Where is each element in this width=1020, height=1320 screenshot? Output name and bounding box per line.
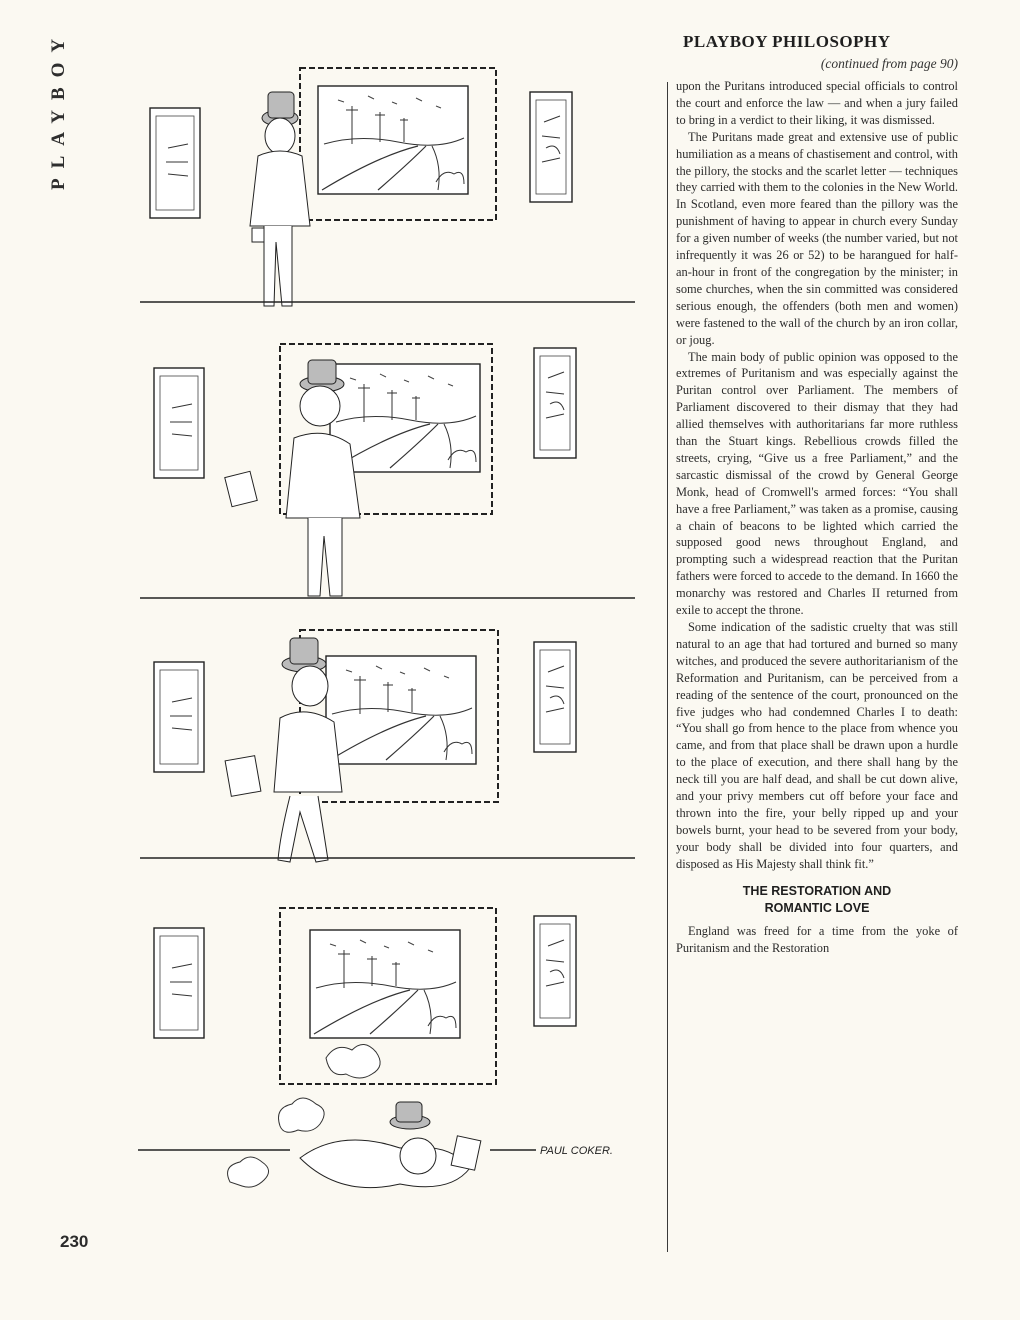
paragraph: The main body of public opinion was opposed to the extremes of Puritanism and was especially against the Puritan control over Parliament. The members of Parliament discovered to their dismay that they had allied themselves with authoritarians far more ruthless than the Stuart kings. Rebellious crowds filled the streets, crying, “Give us a free Parliament,” and the sarcastic dismissal of the crowd by General George Monk, head of Cromwell's armed forces: “You shall have a free Parliament,” was taken as a promise, causing a chain of beacons to be lighted which carried the supposed good news throughout England, and prompting such a widespread reaction that the Puritan fathers were forced to accede to the demand. In 1660 the monarchy was restored and Charles II returned from exile to accept the throne.: [676, 349, 958, 618]
section-heading-line: THE RESTORATION AND: [742, 883, 892, 898]
paragraph: The Puritans made great and extensive use of public humiliation as a means of chastisement and control, with the pillory, the stocks and the scarlet letter — techniques they carried with them to the colonies in the New World. In Scotland, even more feared than the pillory was the punishment of having to appear in church every Sunday for a given number of weeks (the number varied, but not infrequently it was 26 or 52) to be harangued for half-an-hour in front of the congregation by the minister; in some churches, when the sin committed was considered serious enough, the offenders (both men and women) were fastened to the wall of the church by an iron collar, or joug.: [676, 129, 958, 347]
page-number: 230: [60, 1232, 89, 1251]
cartoonist-signature: PAUL COKER.: [540, 1145, 613, 1157]
paragraph: England was freed for a time from the yoke of Puritanism and the Restoration: [676, 923, 958, 955]
cartoon-strip: [130, 58, 640, 1228]
continued-note: (continued from page 90): [820, 56, 958, 71]
section-heading-line: ROMANTIC LOVE: [764, 900, 870, 915]
article-body: [676, 78, 958, 956]
paragraph: Some indication of the sadistic cruelty that was still natural to an age that had tortured and burned so many witches, and produced the severe authoritarianism of the Reformation and Puritanism, can be perceived from a reading of the sentence of the court, pronounced on the five judges who had condemned Charles I to death: “You shall go from hence to the place from whence you came, and from that place shall be drawn upon a hurdle to the place of execution, and there shall hang by the neck till you are half dead, and shall be cut down alive, and your privy members cut off before your face and thrown into the fire, your belly ripped up and your bowels burnt, your head to be severed from your body, your body shall be divided into four quarters, and disposed as His Majesty shall think fit.”: [676, 620, 958, 871]
cartoon-panel-4: [138, 908, 613, 1188]
column-title: PLAYBOY PHILOSOPHY: [683, 32, 891, 51]
paragraph: upon the Puritans introduced special officials to control the court and enforce the law — and when a jury failed to bring in a verdict to their liking, it was dismissed.: [676, 79, 958, 127]
cartoon-panel-2: [140, 344, 635, 598]
cartoon-panel-1: [140, 68, 635, 306]
article-column: [676, 32, 958, 956]
cartoon-panel-3: [140, 630, 635, 862]
column-rule: [667, 82, 668, 1252]
masthead: PLAYBOY: [48, 28, 69, 190]
section-heading: [696, 883, 938, 917]
